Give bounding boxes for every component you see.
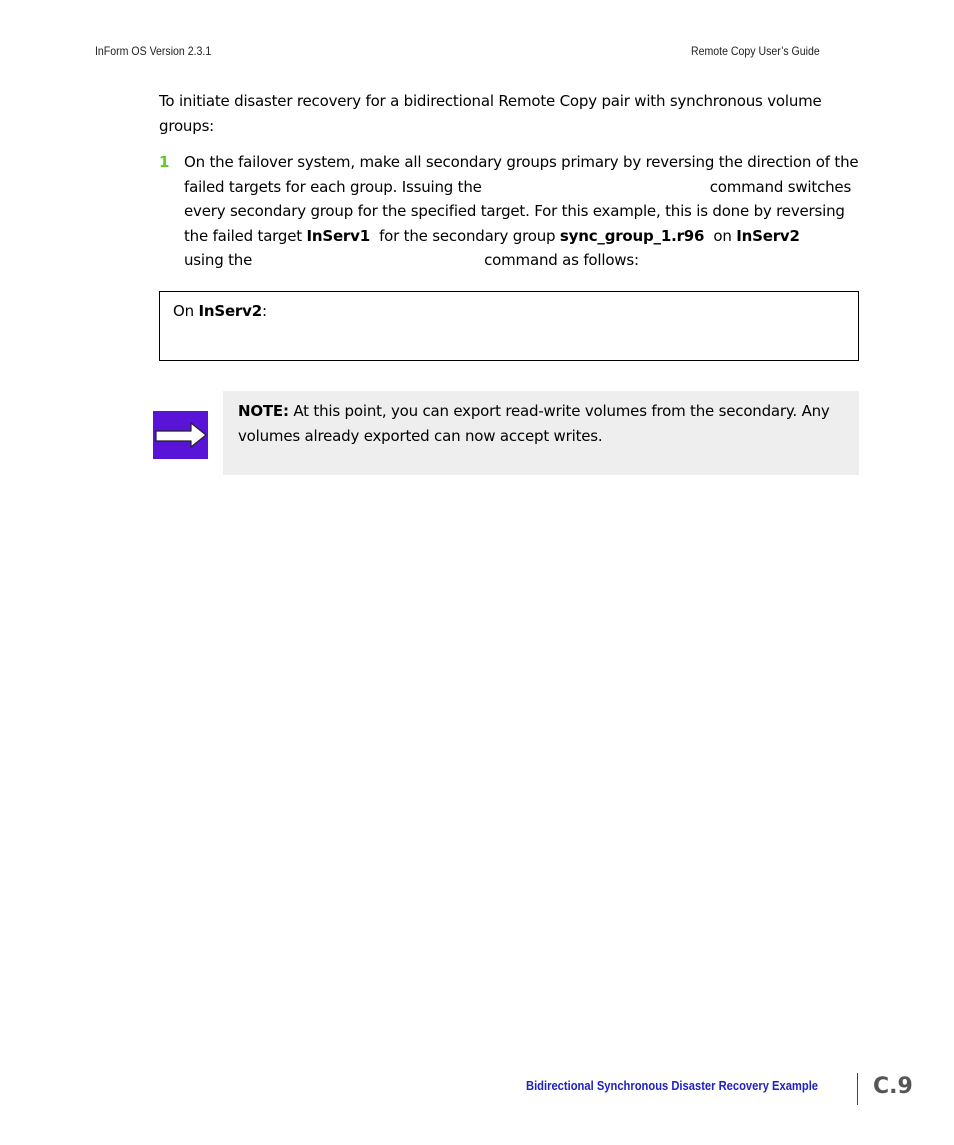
note-box <box>223 391 859 475</box>
step-line-2-end: command switches <box>709 177 852 196</box>
system-name: InServ2 <box>736 226 800 245</box>
step-text <box>184 150 869 273</box>
intro-paragraph: To initiate disaster recovery for a bidirectional Remote Copy pair with synchronous volume groups: <box>159 92 822 135</box>
header-left: InForm OS Version 2.3.1 <box>95 44 212 58</box>
command-box-prefix: On <box>173 302 194 320</box>
step-line-5 <box>184 248 869 273</box>
note-body: At this point, you can export read-write volumes from the secondary. Any volumes already exported can now accept writes. <box>238 402 830 445</box>
note-text <box>238 399 848 449</box>
step-line-4 <box>184 224 869 249</box>
step-line-2-start: failed targets for each group. Issuing the <box>184 177 482 196</box>
command-example-box <box>159 291 859 361</box>
command-box-label <box>173 300 267 322</box>
header-right: Remote Copy User’s Guide <box>691 44 820 58</box>
command-box-suffix: : <box>261 302 267 320</box>
page-number: C.9 <box>873 1074 913 1099</box>
step-line-3: every secondary group for the specified target. For this example, this is done by reversing <box>184 202 845 221</box>
right-arrow-icon <box>153 411 208 459</box>
step-line-4-mid: for the secondary group <box>379 226 556 245</box>
failed-target-name: InServ1 <box>306 226 370 245</box>
footer-divider <box>857 1073 858 1105</box>
group-name: sync_group_1.r96 <box>559 226 705 245</box>
step-number: 1 <box>159 153 170 171</box>
footer-section-title: Bidirectional Synchronous Disaster Recovery Example <box>526 1078 819 1093</box>
step-line-1: On the failover system, make all secondary groups primary by reversing the direction of the <box>184 153 859 171</box>
step-line-2 <box>184 175 869 200</box>
command-box-system: InServ2 <box>198 302 262 320</box>
step-line-5-end: command as follows: <box>484 251 639 270</box>
note-label: NOTE: <box>238 402 289 420</box>
step-line-5-start: using the <box>184 251 253 270</box>
step-line-4-start: the failed target <box>184 226 302 245</box>
step-line-4-on: on <box>713 226 732 245</box>
